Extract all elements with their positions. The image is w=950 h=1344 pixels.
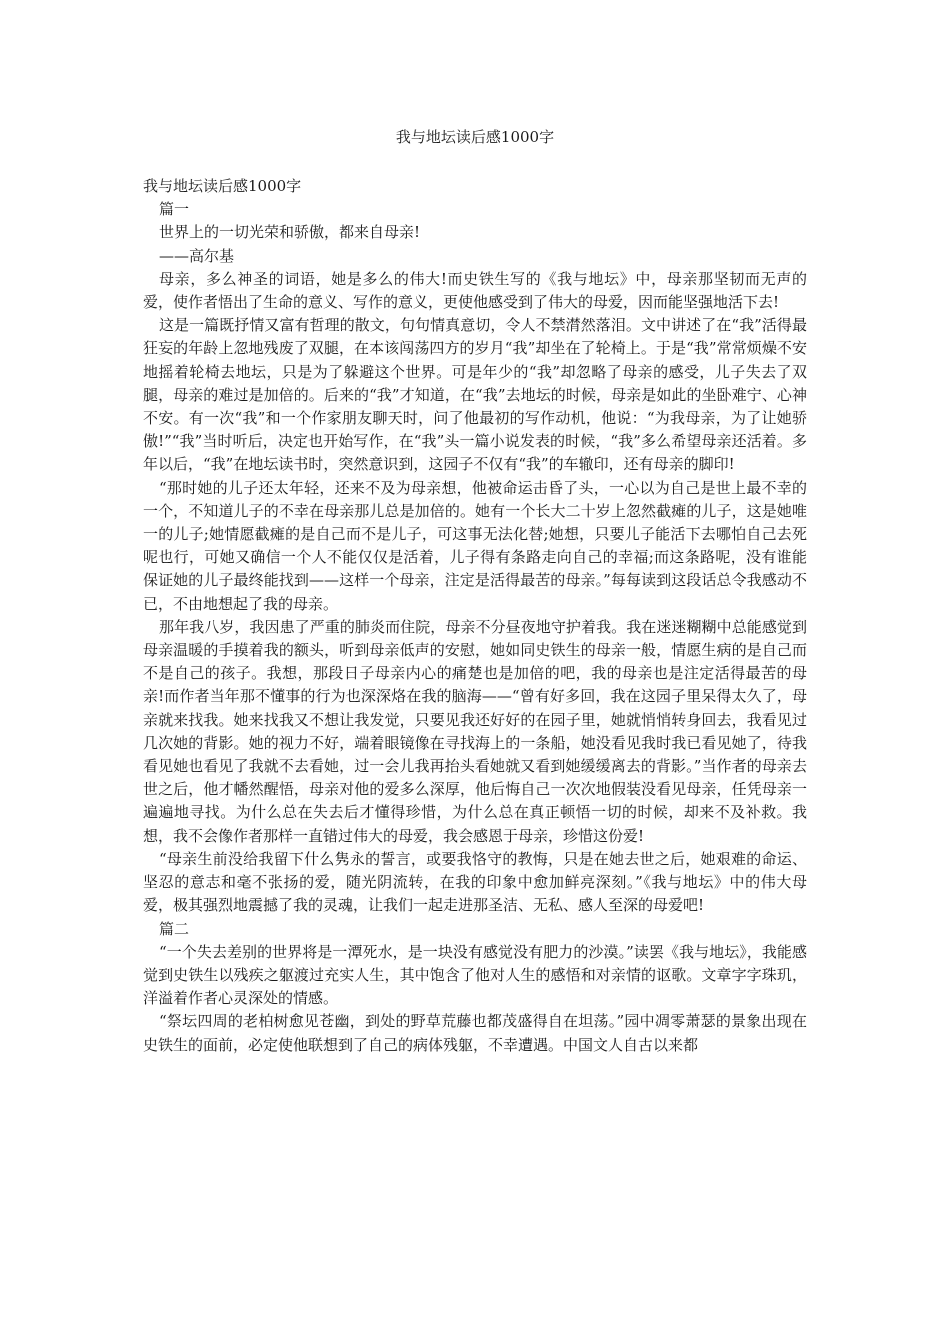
- section-heading-2: 篇二: [159, 919, 190, 938]
- section-heading-1: 篇一: [159, 200, 190, 219]
- paragraph: 母亲，多么神圣的词语，她是多么的伟大!而史铁生写的《我与地坛》中，母亲那坚韧而无声的爱，使作者悟出了生命的意义、写作的意义，更使他感受到了伟大的母爱，因而能坚强地活下去!: [143, 269, 807, 312]
- paragraph: “母亲生前没给我留下什么隽永的誓言，或要我恪守的教悔，只是在她去世之后，她艰难的命运、坚忍的意志和毫不张扬的爱，随光阴流转，在我的印象中愈加鲜亮深刻。”《我与地坛》中的伟大母爱，极其强烈地震撼了我的灵魂，让我们一起走进那圣洁、无私、感人至深的母爱吧!: [143, 849, 807, 915]
- document-title: 我与地坛读后感1000字: [395, 128, 555, 146]
- epigraph-author: ——高尔基: [159, 246, 235, 265]
- paragraph: “那时她的儿子还太年轻，还来不及为母亲想，他被命运击昏了头，一心以为自己是世上最不幸的一个，不知道儿子的不幸在母亲那儿总是加倍的。她有一个长大二十岁上忽然截瘫的儿子，这是她唯一的儿子;她情愿截瘫的是自己而不是儿子，可这事无法化替;她想，只要儿子能活下去哪怕自己去死呢也行，可她又确信一个人不能仅仅是活着，儿子得有条路走向自己的幸福;而这条路呢，没有谁能保证她的儿子最终能找到——这样一个母亲，注定是活得最苦的母亲。”每每读到这段话总令我感动不已，不由地想起了我的母亲。: [143, 478, 807, 613]
- paragraph: 那年我八岁，我因患了严重的肺炎而住院，母亲不分昼夜地守护着我。我在迷迷糊糊中总能感觉到母亲温暖的手摸着我的额头，听到母亲低声的安慰，她如同史铁生的母亲一般，情愿生病的是自己而不是自己的孩子。我想，那段日子母亲内心的痛楚也是加倍的吧，我的母亲也是注定活得最苦的母亲!而作者当年那不懂事的行为也深深烙在我的脑海——“曾有好多回，我在这园子里呆得太久了，母亲就来找我。她来找我又不想让我发觉，只要见我还好好的在园子里，她就悄悄转身回去，我看见过几次她的背影。她的视力不好，端着眼镜像在寻找海上的一条船，她没看见我时我已看见她了，待我看见她也看见了我就不去看她，过一会儿我再抬头看她就又看到她缓缓离去的背影。”当作者的母亲去世之后，他才幡然醒悟，母亲对他的爱多么深厚，他后悔自己一次次地假装没看见母亲，任凭母亲一遍遍地寻找。为什么总在失去后才懂得珍惜，为什么总在真正顿悟一切的时候，却来不及补救。我想，我不会像作者那样一直错过伟大的母爱，我会感恩于母亲，珍惜这份爱!: [143, 617, 807, 845]
- paragraph: “祭坛四周的老柏树愈见苍幽，到处的野草荒藤也都茂盛得自在坦荡。”园中凋零萧瑟的景象出现在史铁生的面前，必定使他联想到了自己的病体残躯，不幸遭遇。中国文人自古以来都: [143, 1012, 807, 1054]
- document-body: [143, 175, 807, 1057]
- paragraph: 这是一篇既抒情又富有哲理的散文，句句情真意切，令人不禁潸然落泪。文中讲述了在“我”活得最狂妄的年龄上忽地残废了双腿，在本该闯荡四方的岁月“我”却坐在了轮椅上。于是“我”常常烦燥不安地摇着轮椅去地坛，只是为了躲避这个世界。可是年少的“我”却忽略了母亲的感受，儿子失去了双腿，母亲的难过是加倍的。后来的“我”才知道，在“我”去地坛的时候，母亲是如此的坐卧难宁、心神不安。有一次“我”和一个作家朋友聊天时，问了他最初的写作动机，他说：“为我母亲，为了让她骄傲!”“我”当时听后，决定也开始写作，在“我”头一篇小说发表的时候，“我”多么希望母亲还活着。多年以后，“我”在地坛读书时，突然意识到，这园子不仅有“我”的车辙印，还有母亲的脚印!: [143, 316, 807, 474]
- paragraph: “一个失去差别的世界将是一潭死水，是一块没有感觉没有肥力的沙漠。”读罢《我与地坛》，我能感觉到史铁生以残疾之躯渡过充实人生，其中饱含了他对人生的感悟和对亲情的讴歌。文章字字珠玑，洋溢着作者心灵深处的情感。: [143, 942, 807, 1008]
- epigraph: 世界上的一切光荣和骄傲，都来自母亲!: [159, 223, 421, 242]
- document-subtitle: 我与地坛读后感1000字: [143, 177, 302, 195]
